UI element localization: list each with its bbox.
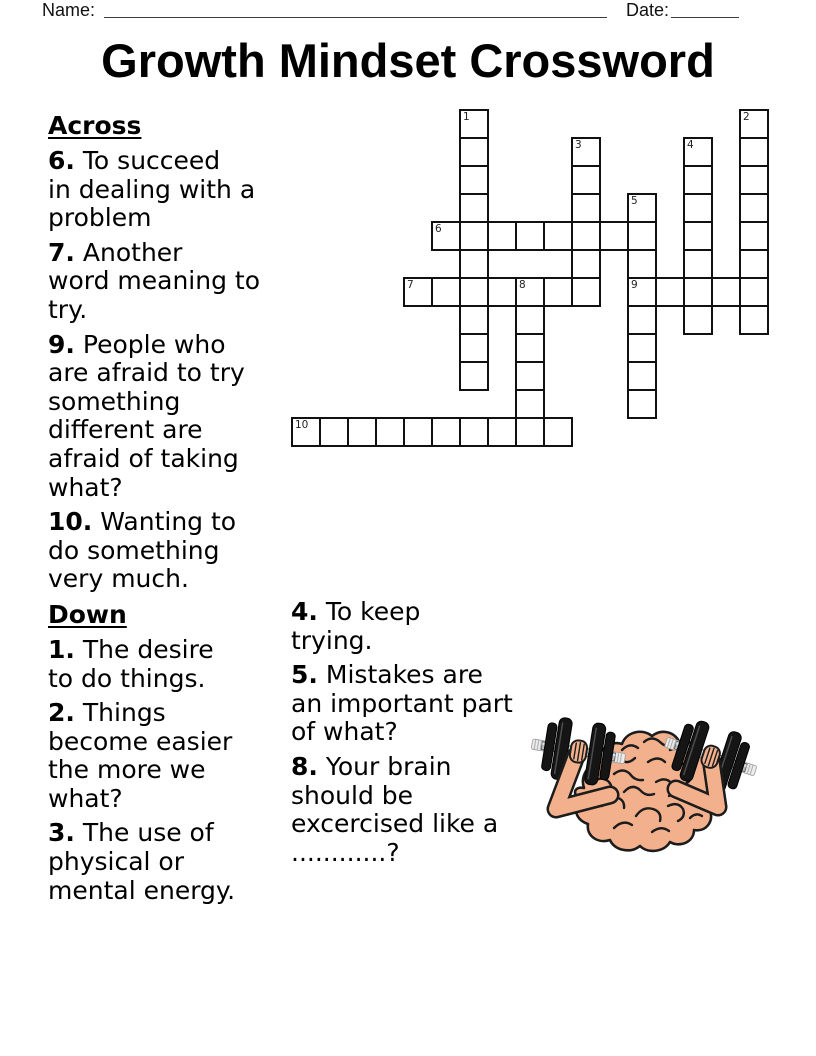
crossword-cell xyxy=(627,249,657,279)
across-clue-list xyxy=(48,147,284,594)
crossword-cell xyxy=(627,333,657,363)
name-blank-line xyxy=(104,17,607,18)
crossword-cell xyxy=(739,277,769,307)
cell-number: 8 xyxy=(519,279,526,291)
crossword-cell xyxy=(543,417,573,447)
crossword-cell xyxy=(291,417,321,447)
crossword-cell xyxy=(683,137,713,167)
crossword-cell xyxy=(571,137,601,167)
crossword-cell xyxy=(683,193,713,223)
crossword-cell xyxy=(431,417,461,447)
down-clue-list-continued xyxy=(291,598,541,867)
crossword-cell xyxy=(711,277,741,307)
clue-text: Things become easier the more we what? xyxy=(48,698,233,813)
crossword-cell xyxy=(515,221,545,251)
crossword-cell xyxy=(739,249,769,279)
cell-number: 7 xyxy=(407,279,414,291)
crossword-cell xyxy=(739,137,769,167)
clue-text: To succeed in dealing with a problem xyxy=(48,146,256,233)
clue-text: The use of physical or mental energy. xyxy=(48,818,236,905)
clue-text: Wanting to do something very much. xyxy=(48,507,237,594)
cell-number: 1 xyxy=(463,111,470,123)
clue-text: Another word meaning to try. xyxy=(48,237,260,324)
clue-number: 7. xyxy=(48,237,75,267)
crossword-grid xyxy=(291,109,769,447)
crossword-cell xyxy=(487,277,517,307)
crossword-cell xyxy=(319,417,349,447)
middle-clue-column xyxy=(291,598,541,873)
crossword-cell xyxy=(739,165,769,195)
crossword-cell xyxy=(431,277,461,307)
across-heading: Across xyxy=(48,111,142,140)
clue-9 xyxy=(48,331,284,503)
crossword-cell xyxy=(599,221,629,251)
crossword-cell xyxy=(487,417,517,447)
crossword-cell xyxy=(459,249,489,279)
cell-number: 10 xyxy=(295,419,309,431)
crossword-cell xyxy=(459,165,489,195)
clue-6 xyxy=(48,147,284,233)
crossword-cell xyxy=(403,417,433,447)
clue-number: 10. xyxy=(48,507,93,537)
crossword-cell xyxy=(543,221,573,251)
clue-7 xyxy=(48,239,284,325)
crossword-cell xyxy=(683,165,713,195)
cell-number: 5 xyxy=(631,195,638,207)
crossword-cell xyxy=(459,305,489,335)
crossword-cell xyxy=(459,221,489,251)
crossword-cell xyxy=(347,417,377,447)
clue-number: 6. xyxy=(48,146,75,175)
crossword-cell xyxy=(459,361,489,391)
crossword-cell xyxy=(683,221,713,251)
crossword-cell xyxy=(627,305,657,335)
clue-1 xyxy=(48,636,284,693)
crossword-cell xyxy=(515,333,545,363)
clue-number: 4. xyxy=(291,597,318,626)
clue-2 xyxy=(48,699,284,813)
crossword-cell xyxy=(627,221,657,251)
clue-text: Mistakes are an important part of what? xyxy=(291,660,513,747)
clue-number: 1. xyxy=(48,634,75,664)
crossword-cell xyxy=(459,193,489,223)
crossword-cell xyxy=(375,417,405,447)
clue-text: The desire to do things. xyxy=(48,634,214,693)
clue-text: To keep trying. xyxy=(291,597,421,655)
clue-text: Your brain should be excercised like a ............? xyxy=(291,751,499,867)
cell-number: 6 xyxy=(435,223,442,235)
down-heading: Down xyxy=(48,599,127,629)
crossword-cell xyxy=(431,221,461,251)
crossword-cell xyxy=(739,193,769,223)
clue-text: People who are afraid to try something different are afraid of taking what? xyxy=(48,329,245,502)
crossword-cell xyxy=(739,109,769,139)
crossword-cell xyxy=(571,193,601,223)
date-label: Date: xyxy=(626,0,670,20)
crossword-cell xyxy=(627,389,657,419)
crossword-cell xyxy=(571,165,601,195)
crossword-cell xyxy=(459,137,489,167)
crossword-cell xyxy=(627,193,657,223)
clue-10 xyxy=(48,508,284,594)
left-clue-column xyxy=(48,111,284,911)
crossword-cell xyxy=(515,417,545,447)
crossword-cell xyxy=(655,277,685,307)
clue-number: 2. xyxy=(48,698,75,728)
clue-8 xyxy=(291,753,541,867)
crossword-cell xyxy=(459,109,489,139)
clue-number: 3. xyxy=(48,818,75,848)
brain-lifting-dumbbells-illustration xyxy=(518,692,780,864)
name-label: Name: xyxy=(42,0,96,20)
cell-number: 9 xyxy=(631,279,638,291)
down-clue-list xyxy=(48,636,284,905)
crossword-cell xyxy=(543,277,573,307)
crossword-cell xyxy=(487,221,517,251)
clue-5 xyxy=(291,661,541,747)
crossword-cell xyxy=(515,277,545,307)
clue-4 xyxy=(291,598,541,655)
crossword-cell xyxy=(683,305,713,335)
clue-number: 8. xyxy=(291,751,318,781)
crossword-cell xyxy=(571,249,601,279)
crossword-cell xyxy=(403,277,433,307)
crossword-cell xyxy=(683,249,713,279)
crossword-cell xyxy=(459,333,489,363)
clue-number: 9. xyxy=(48,329,75,359)
cell-number: 2 xyxy=(743,111,750,123)
crossword-cell xyxy=(739,305,769,335)
date-blank-line xyxy=(671,17,739,18)
cell-number: 3 xyxy=(575,139,582,151)
crossword-cell xyxy=(459,277,489,307)
crossword-cell xyxy=(627,277,657,307)
crossword-cell xyxy=(739,221,769,251)
crossword-cell xyxy=(627,361,657,391)
clue-number: 5. xyxy=(291,660,318,690)
page-title: Growth Mindset Crossword xyxy=(101,34,715,87)
clue-3 xyxy=(48,819,284,905)
crossword-cell xyxy=(571,277,601,307)
cell-number: 4 xyxy=(687,139,694,151)
crossword-cell xyxy=(515,389,545,419)
hand-left xyxy=(569,739,588,763)
crossword-cell xyxy=(683,277,713,307)
crossword-cell xyxy=(515,305,545,335)
crossword-cell xyxy=(571,221,601,251)
crossword-cell xyxy=(459,417,489,447)
crossword-cell xyxy=(515,361,545,391)
